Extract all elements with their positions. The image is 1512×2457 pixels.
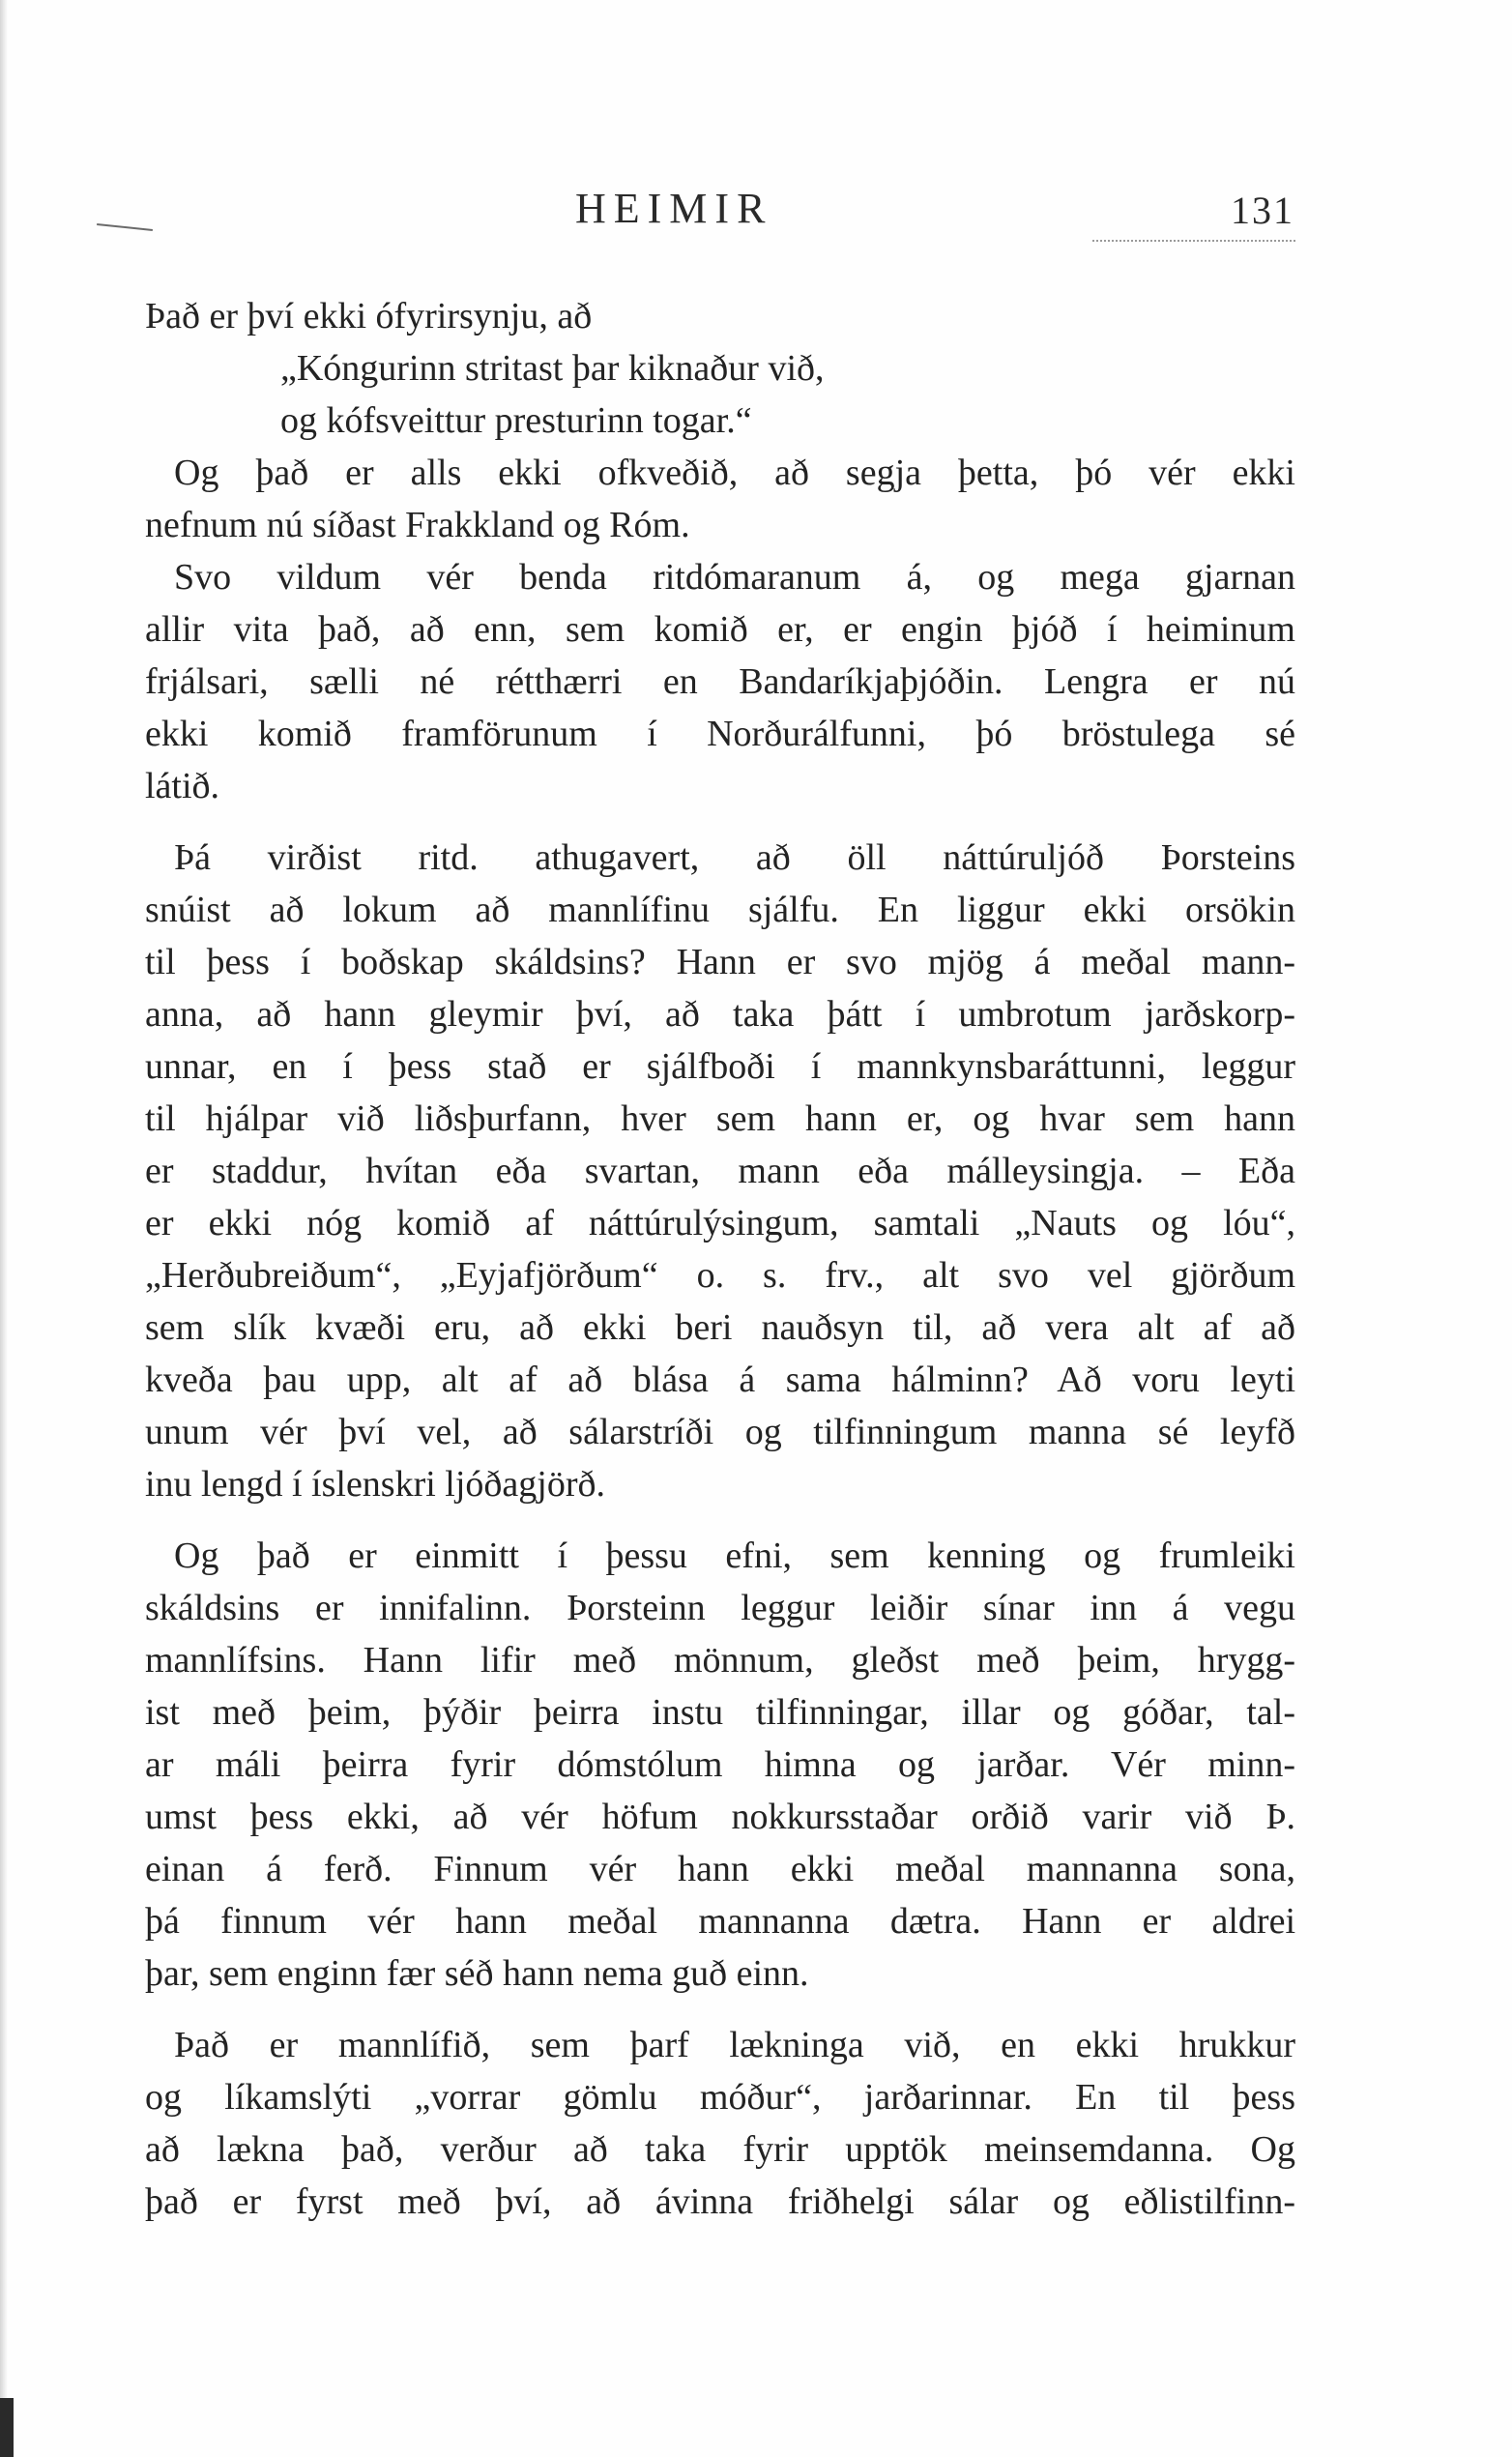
header-dots [1092, 240, 1295, 243]
text-line: Það er því ekki ófyrirsynju, að [145, 296, 593, 336]
text-line: anna, að hann gleymir því, að taka þátt í umbrotum jarðskorp- [145, 994, 1295, 1035]
text-line: inu lengd í íslenskri ljóðagjörð. [145, 1464, 606, 1505]
text-line: að lækna það, verður að taka fyrir upptök meinsemdanna. Og [145, 2129, 1295, 2170]
text-line: umst þess ekki, að vér höfum nokkursstaðar orðið varir við Þ. [145, 1797, 1295, 1837]
text-line: þar, sem enginn fær séð hann nema guð einn. [145, 1953, 809, 1994]
body-text [145, 290, 1295, 2369]
text-line: látið. [145, 766, 220, 806]
page-spine-shadow [0, 0, 8, 2457]
page-number: 131 [1231, 189, 1294, 232]
text-line: og líkamslýti „vorrar gömlu móður“, jarðarinnar. En til þess [145, 2077, 1295, 2118]
text-line: er ekki nóg komið af náttúrulýsingum, samtali „Nauts og lóu“, [145, 1203, 1295, 1243]
text-line: mannlífsins. Hann lifir með mönnum, gleðst með þeim, hrygg- [145, 1640, 1295, 1681]
text-line: er staddur, hvítan eða svartan, mann eða málleysingja. – Eða [145, 1151, 1295, 1191]
text-line: einan á ferð. Finnum vér hann ekki meðal mannanna sona, [145, 1849, 1295, 1889]
text-line: „Herðubreiðum“, „Eyjafjörðum“ o. s. frv., alt svo vel gjörðum [145, 1255, 1295, 1296]
text-line: skáldsins er innifalinn. Þorsteinn leggur leiðir sínar inn á vegu [145, 1588, 1295, 1628]
text-line: sem slík kvæði eru, að ekki beri nauðsyn til, að vera alt af að [145, 1307, 1295, 1348]
text-line: það er fyrst með því, að ávinna friðhelgi sálar og eðlistilfinn- [145, 2181, 1295, 2222]
header-rule [97, 223, 153, 231]
text-line: til þess í boðskap skáldsins? Hann er svo mjög á meðal mann- [145, 942, 1295, 982]
running-title: HEIMIR [575, 185, 773, 232]
text-line: Það er mannlífið, sem þarf lækninga við, en ekki hrukkur [174, 2025, 1295, 2065]
text-line: Og það er einmitt í þessu efni, sem kenning og frumleiki [174, 1536, 1295, 1576]
text-line: til hjálpar við liðsþurfann, hver sem hann er, og hvar sem hann [145, 1098, 1295, 1139]
text-line: Svo vildum vér benda ritdómaranum á, og mega gjarnan [174, 557, 1295, 598]
text-line: unnar, en í þess stað er sjálfboði í mannkynsbaráttunni, leggur [145, 1046, 1295, 1087]
text-line: Og það er alls ekki ofkveðið, að segja þetta, þó vér ekki [174, 453, 1295, 493]
text-line: þá finnum vér hann meðal mannanna dætra. Hann er aldrei [145, 1901, 1295, 1942]
text-line: ar máli þeirra fyrir dómstólum himna og jarðar. Vér minn- [145, 1744, 1295, 1785]
text-line: allir vita það, að enn, sem komið er, er engin þjóð í heiminum [145, 609, 1295, 650]
quote-line: „Kóngurinn stritast þar kiknaður við, [280, 348, 825, 389]
text-line: frjálsari, sælli né rétthærri en Bandaríkjaþjóðin. Lengra er nú [145, 661, 1295, 702]
text-line: ekki komið framförunum í Norðurálfunni, þó bröstulega sé [145, 714, 1295, 754]
text-line: Þá virðist ritd. athugavert, að öll náttúruljóð Þorsteins [174, 837, 1295, 878]
text-line: nefnum nú síðast Frakkland og Róm. [145, 505, 690, 545]
text-line: kveða þau upp, alt af að blása á sama hálminn? Að voru leyti [145, 1360, 1295, 1400]
text-line: ist með þeim, þýðir þeirra instu tilfinningar, illar og góðar, tal- [145, 1692, 1295, 1733]
text-line: snúist að lokum að mannlífinu sjálfu. En liggur ekki orsökin [145, 890, 1295, 930]
text-line: unum vér því vel, að sálarstríði og tilfinningum manna sé leyfð [145, 1412, 1295, 1452]
binding-edge-mark [0, 2398, 14, 2457]
quote-line: og kófsveittur presturinn togar.“ [280, 400, 752, 441]
running-head [0, 184, 1512, 242]
